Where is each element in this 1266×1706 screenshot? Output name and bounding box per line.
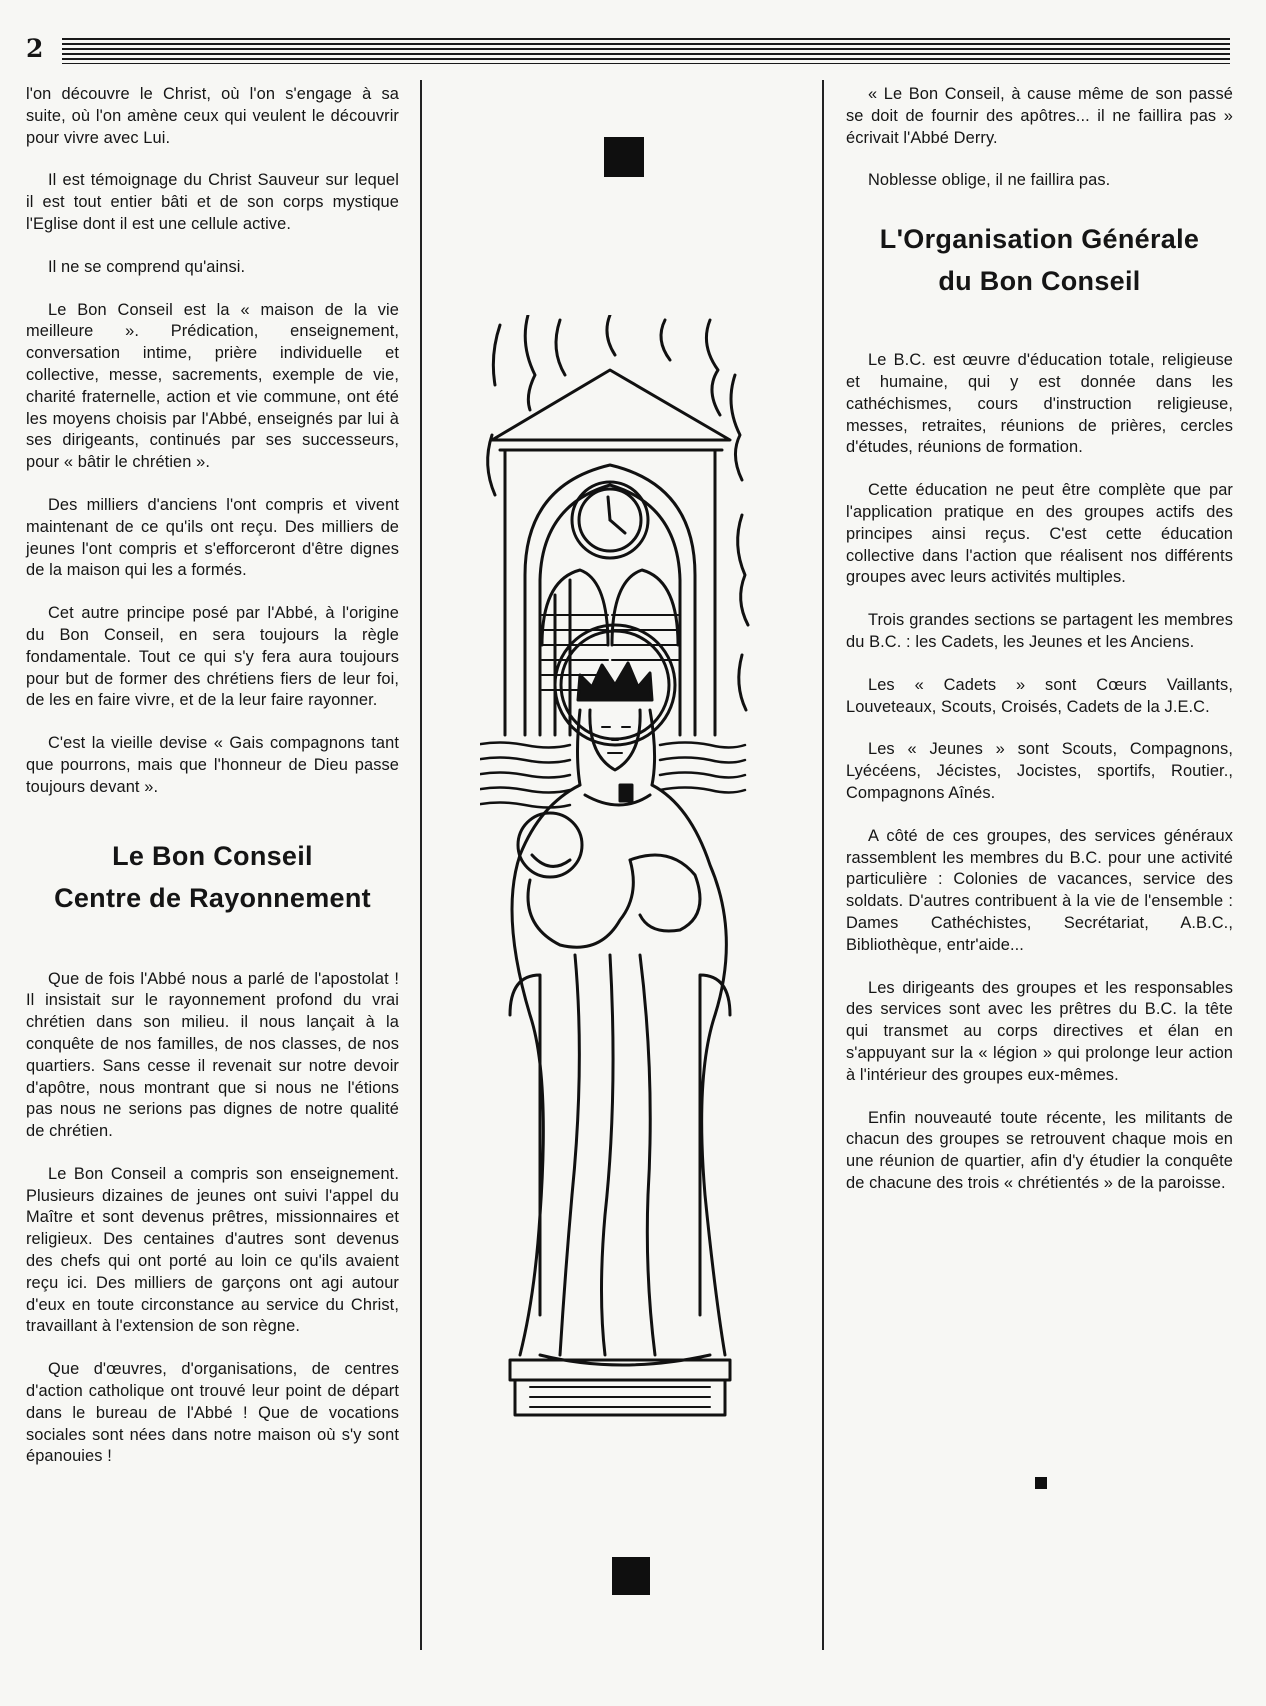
paragraph: Noblesse oblige, il ne faillira pas. xyxy=(868,171,1111,190)
section-title-line: Centre de Rayonnement xyxy=(54,882,371,913)
paragraph: Cet autre principe posé par l'Abbé, à l'origine du Bon Conseil, en sera toujours la règle fondamentale. Tout ce qui s'y fera aura toujours pour but de former des chrétiens fiers de leur foi, de les en faire vivre, et de la leur faire rayonner. xyxy=(26,604,399,710)
paragraph: Enfin nouveauté toute récente, les militants de chacun des groupes se retrouvent chaque mois en une réunion de quartier, afin d'y étudier la conquête de chacune des trois « chrétientés » de la paroisse. xyxy=(846,1108,1233,1192)
paragraph: C'est la vieille devise « Gais compagnons tant que pourrons, mais que l'honneur de Dieu passe toujours devant ». xyxy=(26,734,399,796)
ornament-square-top xyxy=(604,137,644,177)
header-rule xyxy=(62,38,1230,64)
paragraph: Des milliers d'anciens l'ont compris et vivent maintenant de ce qu'ils ont reçu. Des milliers de jeunes l'ont compris et s'efforceront d'être dignes de la maison qui les a formés. xyxy=(26,495,399,580)
paragraph: Le Bon Conseil a compris son enseignement. Plusieurs dizaines de jeunes ont suivi l'appel du Maître et sont devenus prêtres, missionnaires et religieux. Des centaines d'autres sont devenus des chefs qui ont porté au loin ce qu'ils avaient reçu ici. Des milliers de garçons ont agi autour d'eux en toute circonstance au service du Christ, travaillant à l'extension de son règne. xyxy=(26,1164,399,1336)
paragraph: Il ne se comprend qu'ainsi. xyxy=(48,257,246,276)
ornament-square-bottom xyxy=(612,1557,650,1595)
paragraph: Le Bon Conseil est la « maison de la vie meilleure ». Prédication, enseignement, conversation intime, prière individuelle et collective, messe, sacrements, exemple de vie, charité fraternelle, action et vie commune, ont été les moyens choisis par l'Abbé, enseignés par lui à ses dirigeants, continués par ses successeurs, pour « bâtir le chrétien ». xyxy=(26,300,399,472)
right-column xyxy=(846,84,1233,1216)
section-title-rayonnement xyxy=(26,835,399,919)
madonna-and-child-icon xyxy=(480,315,760,1425)
paragraph: Il est témoignage du Christ Sauveur sur lequel il est tout entier bâti et de son corps mystique l'Eglise dont il est une cellule active. xyxy=(26,171,399,233)
paragraph: « Le Bon Conseil, à cause même de son passé se doit de fournir des apôtres... il ne faillira pas » écrivait l'Abbé Derry. xyxy=(846,85,1233,147)
section-title-line: L'Organisation Générale xyxy=(879,224,1200,255)
paragraph: A côté de ces groupes, des services généraux rassemblent les membres du B.C. pour une activité particulière : Colonies de vacances, service des soldats. D'autres contribuent à la vie de l'ensemble : Dames Cathéchistes, Secrétariat, A.B.C., Bibliothèque, entr'aide... xyxy=(846,826,1233,954)
section-title-line: du Bon Conseil xyxy=(938,266,1141,297)
section-title-line: Le Bon Conseil xyxy=(112,840,313,871)
paragraph: Les « Jeunes » sont Scouts, Compagnons, Lyécéens, Jécistes, Jocistes, sportifs, Routier., Compagnons Aînés. xyxy=(846,740,1233,802)
column-divider-left xyxy=(420,80,422,1650)
section-title-organisation xyxy=(846,218,1233,302)
paragraph: Que de fois l'Abbé nous a parlé de l'apostolat ! Il insistait sur le rayonnement profond du vrai chrétien dans son milieu. il nous lançait à la conquête de nos familles, de nos classes, de nos quartiers. Sans cesse il revenait sur notre devoir d'apôtre, nous montrant que si nous ne l'étions pas nous ne serions pas dignes de notre qualité de chrétien. xyxy=(26,969,399,1141)
paragraph: Les « Cadets » sont Cœurs Vaillants, Louveteaux, Scouts, Croisés, Cadets de la J.E.C. xyxy=(846,675,1233,716)
paragraph: Trois grandes sections se partagent les membres du B.C. : les Cadets, les Jeunes et les Anciens. xyxy=(846,611,1233,651)
paragraph: Le B.C. est œuvre d'éducation totale, religieuse et humaine, qui y est donnée dans les cathéchismes, cours d'instruction religieuse, messes, retraites, réunions de prières, cercles d'études, réunions de formation. xyxy=(846,351,1233,457)
page-number: 2 xyxy=(26,34,44,63)
left-column xyxy=(26,84,399,1489)
paragraph: Les dirigeants des groupes et les responsables des services sont avec les prêtres du B.C. la tête qui transmet au corps directives et élan en s'appuyant sur la « légion » qui prolonge leur action à l'intérieur des groupes eux-mêmes. xyxy=(846,978,1233,1084)
ornament-square-right xyxy=(1035,1477,1047,1489)
column-divider-right xyxy=(822,80,824,1650)
paragraph: l'on découvre le Christ, où l'on s'engage à sa suite, où l'on amène ceux qui veulent le découvrir pour vivre avec Lui. xyxy=(26,85,399,147)
paragraph: Cette éducation ne peut être complète que par l'application pratique en des groupes actifs des principes ainsi reçus. C'est cette éducation collective dans l'action que réalisent nos différents groupes avec leurs activités multiples. xyxy=(846,481,1233,587)
paragraph: Que d'œuvres, d'organisations, de centres d'action catholique ont trouvé leur point de départ dans le bureau de l'Abbé ! Que de vocations sociales sont nées dans notre maison où s'y sont épanouies ! xyxy=(26,1360,399,1466)
